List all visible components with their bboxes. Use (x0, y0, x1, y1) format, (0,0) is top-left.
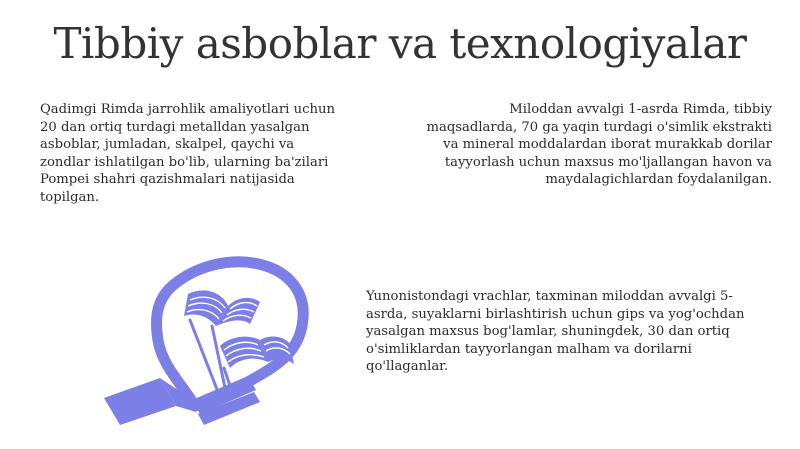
slide-title: Tibbiy asboblar va texnologiyalar (53, 19, 747, 68)
lightbulb-book-icon (100, 250, 310, 425)
paragraph-right: Miloddan avvalgi 1-asrda Rimda, tibbiy maqsadlarda, 70 ga yaqin turdagi o'simlik ekstrakti va mineral moddalardan iborat murakkab dorilar tayyorlash uchun maxsus mo'ljallangan havon va maydalagichlardan foydalanilgan. (426, 102, 772, 188)
paragraph-bottom: Yunonistondagi vrachlar, taxminan miloddan avvalgi 5-asrda, suyaklarni birlashtirish uchun gips va yog'ochdan yasalgan maxsus bog'lamlar, shuningdek, 30 dan ortiq o'simliklardan tayyorlangan malham va dorilarni qo'llaganlar. (366, 289, 745, 375)
paragraph-left: Qadimgi Rimda jarrohlik amaliyotlari uchun 20 dan ortiq turdagi metalldan yasalgan asboblar, jumladan, skalpel, qaychi va zondlar ishlatilgan bo'lib, ularning ba'zilari Pompei shahri qazishmalari natijasida topilgan. (40, 102, 335, 205)
